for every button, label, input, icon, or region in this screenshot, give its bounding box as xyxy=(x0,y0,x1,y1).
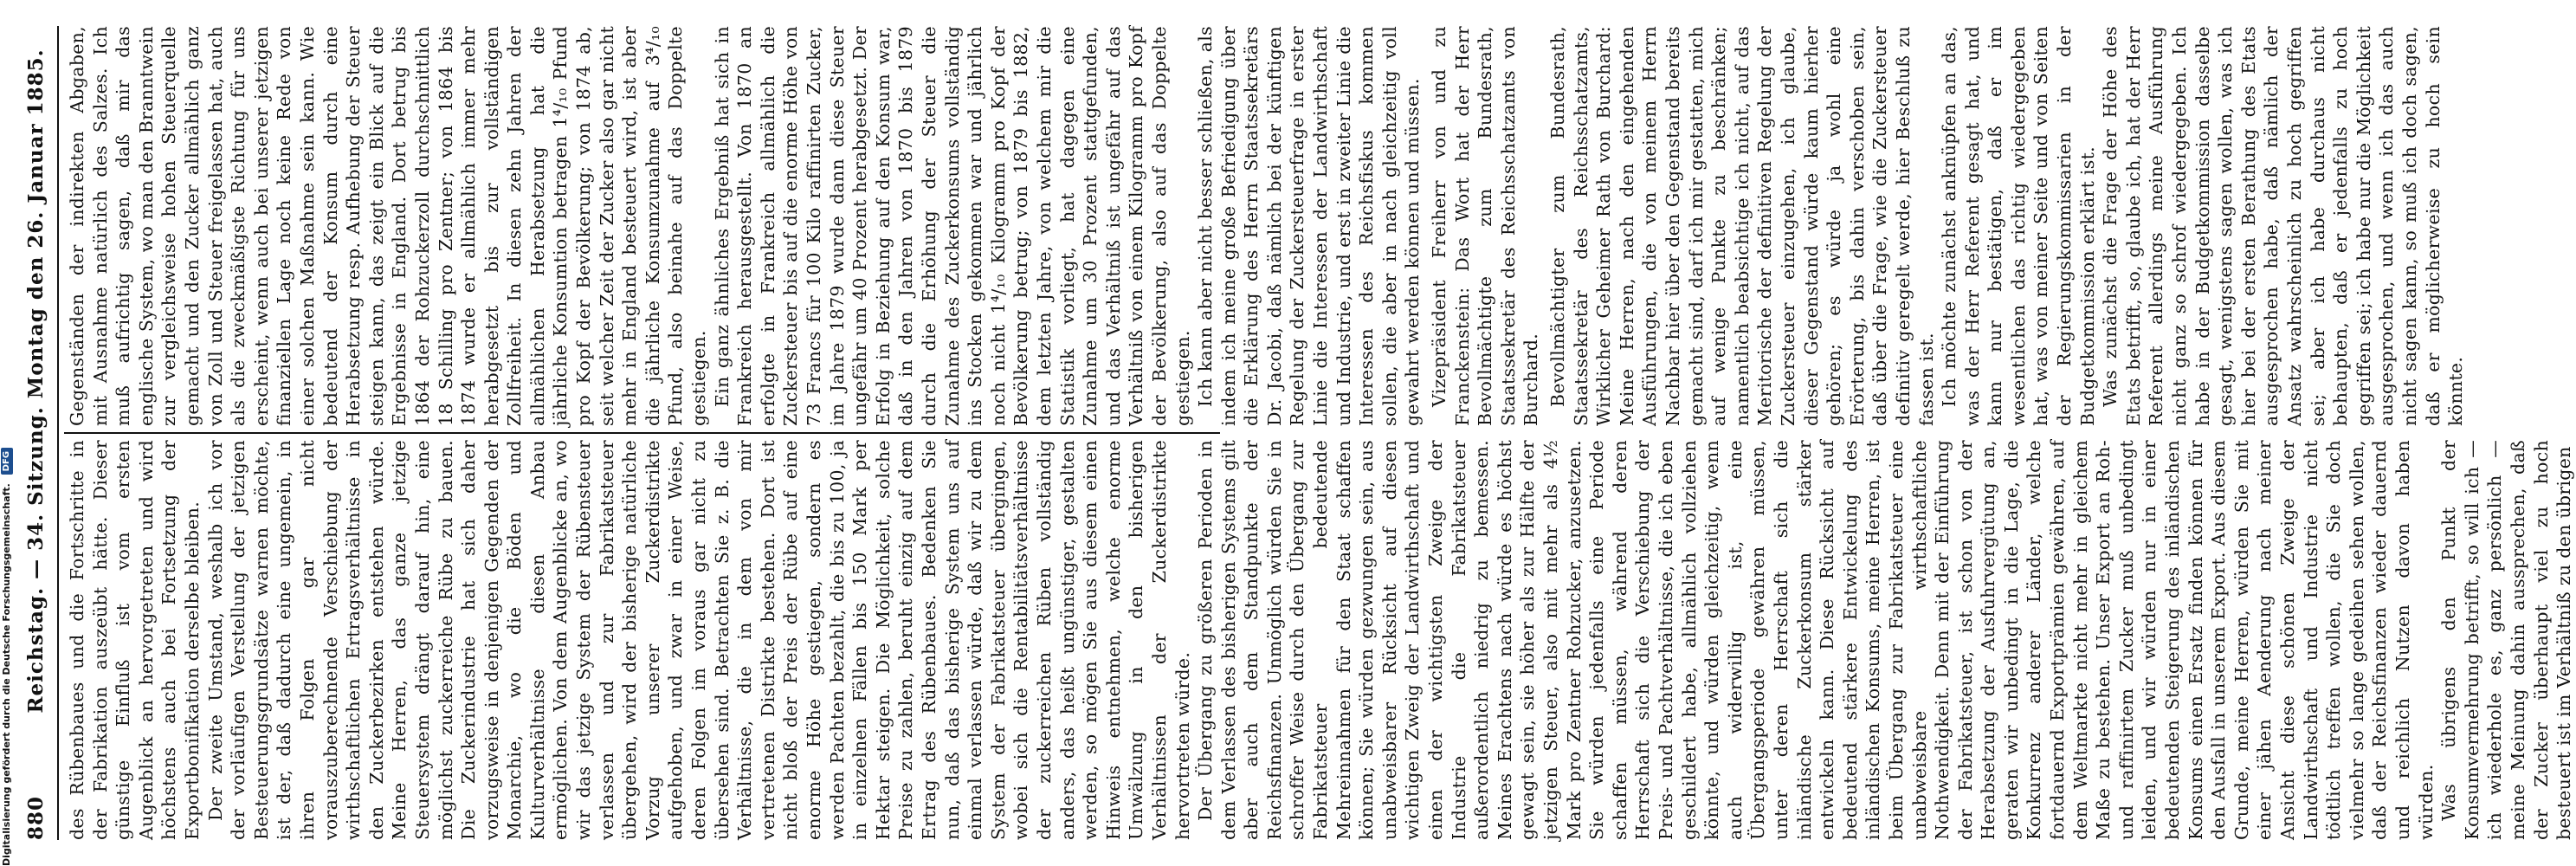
text-column-right xyxy=(66,26,2467,426)
page-number: 880 xyxy=(24,795,48,840)
header-rule xyxy=(57,26,59,840)
paragraph: Was zunächst die Frage der Höhe des Etats betrifft, so, glaube ich, hat der Herr Referent allerdings meine Ausführung nicht ganz so schrof wiedergegeben. Ich habe in der Budgetkommission dasselbe gesagt, wenigstens sagen wollen, was ich hier bei der ersten Berathung des Etats ausgesprochen habe, daß nämlich der Ansatz wahrscheinlich zu hoch gegriffen sei; aber ich habe durchaus nicht behaupten, daß er jedenfalls zu hoch gegriffen sei; ich habe nur die Möglichkeit ausgesprochen, und wenn ich das auch nicht sagen kann, so muß ich doch sagen, daß er möglicherweise zu hoch sein könnte. xyxy=(2100,26,2467,426)
speaker-paragraph: Vizepräsident Freiherr von und zu Franckenstein: Das Wort hat der Herr Bevollmächtigte zum Bundesrath, Staatssekretär des Reichsschatzamts von Burchard. xyxy=(1429,26,1542,426)
dfg-logo-badge: DFG xyxy=(1,448,13,475)
paragraph: Gegenständen der indirekten Abgaben, mit Ausnahme natürlich des Salzes. Ich muß aufrichtig sagen, daß mir das englische System, wo man den Branntwein zur vergleichsweise hohen Steuerquelle gemacht und den Zucker allmählich ganz von Zoll und Steuer freigelassen hat, auch als die zweckmäßigste Richtung für uns erscheint, wenn auch bei unserer jetzigen finanziellen Lage noch keine Rede von einer solchen Maßnahme sein kann. Wie bedeutend der Konsum durch eine Herabsetzung resp. Aufhebung der Steuer steigen kann, das zeigt ein Blick auf die Ergebnisse in England. Dort betrug bis 1864 der Rohzuckerzoll durchschnittlich 18 Schilling pro Zentner; von 1864 bis 1874 wurde er allmählich immer mehr herabgesetzt bis zur vollständigen Zollfreiheit. In diesen zehn Jahren der allmählichen Herabsetzung hat die jährliche Konsumtion betragen 1⁴/₁₀ Pfund pro Kopf der Bevölkerung; von 1874 ab, seit welcher Zeit der Zucker also gar nicht mehr in England besteuert wird, ist aber die jährliche Konsumzunahme auf 3⁴/₁₀ Pfund, also beinahe auf das Doppelte gestiegen. xyxy=(67,26,710,426)
paragraph: Ein ganz ähnliches Ergebniß hat sich in Frankreich herausgestellt. Von 1870 an erfolgte in Frankreich allmählich die Zuckersteuer bis auf die enorme Höhe von 73 Francs für 100 Kilo raffinirten Zucker, im Jahre 1879 wurde dann diese Steuer ungefähr um 40 Prozent herabgesetzt. Der Erfolg in Beziehung auf den Konsum war, daß in den Jahren von 1870 bis 1879 durch die Erhöhung der Steuer die Zunahme des Zuckerkonsums vollständig ins Stocken gekommen war und jährlich noch nicht 1⁴/₁₀ Kilogramm pro Kopf der Bevölkerung betrug; von 1879 bis 1882, dem letzten Jahre, von welchem mir die Statistik vorliegt, hat dagegen eine Zunahme um 30 Prozent stattgefunden, und das Verhältniß ist ungefähr auf das Verhältniß von einem Kilogramm pro Kopf der Bevölkerung, also auf das Doppelte gestiegen. xyxy=(711,26,1193,426)
paragraph: des Rübenbaues und die Fortschritte in der Fabrikation auszeübt hätte. Dieser günstige Einfluß ist vom ersten Augenblick an hervorgetreten und wird höchstens auch bei Fortsetzung der Exportbonifikation derselbe bleiben. xyxy=(67,440,203,840)
document-page xyxy=(14,0,2575,866)
speaker-paragraph: Bevollmächtigter zum Bundesrath, Staatssekretär des Reichsschatzamts, Wirklicher Geheimer Rath von Burchard: Meine Herren, nach den eingehenden Ausführungen, die von meinem Herrn Nachbar hier über den Gegenstand bereits gemacht sind, darf ich mir gestatten, mich auf wenige Punkte zu beschränken; namentlich beabsichtige ich nicht, auf das Meritorische der definitiven Regelung der Zuckersteuer einzugehen, ich glaube, dieser Gegenstand würde kaum hierher gehören; es würde ja wohl eine Erörterung, bis dahin verschoben sein, daß über die Frage, wie die Zuckersteuer definitiv geregelt werde, hier Beschluß zu fassen ist. xyxy=(1547,26,1937,426)
running-title: Reichstag. — 34. Sitzung. Montag den 26. Januar 1885. xyxy=(24,48,48,714)
text-column-left xyxy=(66,440,2575,840)
paragraph: Ich möchte zunächst anknüpfen an das, was der Herr Referent gesagt hat, und kann nur bestätigen, daß er im wesentlichen das richtig wiedergegeben hat, was von meiner Seite und von Seiten der Regierungskommissarien in der Budgetkommission erklärt ist. xyxy=(1939,26,2098,426)
column-divider xyxy=(64,432,1220,434)
digitization-credit xyxy=(0,0,14,866)
page-header xyxy=(24,26,54,840)
paragraph: Der zweite Umstand, weshalb ich vor der vorläufigen Verstellung der jetzigen Besteuerungsgrundsätze warnen möchte, ist der, daß dadurch eine ungemein, in ihren Folgen gar nicht vorauszuberechnende Verschiebung der wirthschaftlichen Ertragsverhältnisse in den Zuckerbezirken entstehen würde. Meine Herren, das ganze jetzige Steuersystem drängt darauf hin, eine möglichst zuckerreiche Rübe zu bauen. Die Zuckerindustrie hat sich daher vorzugsweise in denjenigen Gegenden der Monarchie, wo die Böden und Kulturverhältnisse diesen Anbau ermöglichen. Von dem Augenblicke an, wo wir das jetzige System der Rübensteuer verlassen und zur Fabrikatsteuer übergehen, wird der bisherige natürliche Vorzug unserer Zuckerdistrikte aufgehoben, und zwar in einer Weise, deren Folgen im voraus gar nicht zu übersehen sind. Betrachten Sie z. B. die Verhältnisse, die in dem von mir vertretenen Distrikte bestehen. Dort ist nicht bloß der Preis der Rübe auf eine enorme Höhe gestiegen, sondern es werden Pachten bezahlt, die bis zu 100, ja in einzelnen Fällen bis 150 Mark per Hektar steigen. Die Möglichkeit, solche Preise zu zahlen, beruht einzig auf dem Ertrag des Rübenbaues. Bedenken Sie nun, daß das bisherige System uns auf einmal verlassen würde, daß wir zu dem System der Fabrikatsteuer übergingen, wobei sich die Rentabilitätsverhältnisse der zuckerreichen Rüben vollständig anders, das heißt ungünstiger, gestalten werden, so mögen Sie aus diesem einen Hinweis entnehmen, welche enorme Umwälzung in den bisherigen Verhältnissen der Zuckerdistrikte hervortreten würde. xyxy=(204,440,1193,840)
paragraph: Was übrigens den Punkt der Konsumvermehrung betrifft, so will ich — ich wiederhole es, ganz persönlich — meine Meinung dahin aussprechen, daß der Zucker überhaupt viel zu hoch besteuert ist im Verhältniß zu den übrigen xyxy=(2438,440,2575,840)
paragraph: Der Übergang zu größeren Perioden in dem Verlassen des bisherigen Systems gilt aber auch dem Standpunkte der Reichsfinanzen. Unmöglich würden Sie in schroffer Weise durch den Übergang zur Fabrikatsteuer bedeutende Mehreinnahmen für den Staat schaffen können; Sie würden gezwungen sein, aus unabweisbarer Rücksicht auf diesen wichtigen Zweig der Landwirthschaft und einen der wichtigsten Zweige der Industrie die Fabrikatsteuer außerordentlich niedrig zu bemessen. Meines Erachtens nach würde es höchst gewagt sein, sie höher als zur Hälfte der jetzigen Steuer, also mit mehr als 4½ Mark pro Zentner Rohzucker, anzusetzen. Sie würden jedenfalls eine Periode schaffen müssen, während deren Herrschaft sich die Verschiebung der Preis- und Pachtverhältnisse, die ich eben geschildert habe, allmählich vollziehen könnte, und würden gleichzeitig, wenn auch widerwillig ist, eine Übergangsperiode gewähren müssen, unter deren Herrschaft sich die inländische Zuckerkonsum stärker entwickeln kann. Diese Rücksicht auf bedeutend stärkere Entwickelung des inländischen Konsums, meine Herren, ist beim Übergang zur Fabrikatsteuer eine unabweisbare wirthschaftliche Nothwendigkeit. Denn mit der Einführung der Fabrikatsteuer, ist schon von der Herabsetzung der Ausfuhrvergütung an, geraten wir unbedingt in die Lage, die Konkurrenz anderer Länder, welche fortdauernd Exportprämien gewähren, auf dem Weltmarkte nicht mehr in gleichem Maße zu bestehen. Unser Export an Roh- und raffinirtem Zucker muß unbedingt leiden, und wir würden nur in einer bedeutenden Steigerung des inländischen Konsums einen Ersatz finden können für den Ausfall in unserem Export. Aus diesem Grunde, meine Herren, würden Sie mit einer jähen Aenderung nach meiner Ansicht diese schönen Zweige der Landwirthschaft und Industrie nicht tödtlich treffen wollen, die Sie doch vielmehr so lange gedeihen sehen wollen, daß der Reichsfinanzen wieder dauernd und reichlich Nutzen davon haben würden. xyxy=(1195,440,2437,840)
paragraph: Ich kann aber nicht besser schließen, als indem ich meine große Befriedigung über die Erklärung des Herrn Staatssekretärs Dr. Jacobi, daß nämlich bei der künftigen Regelung der Zuckersteuerfrage in erster Linie die Interessen der Landwirthschaft und Industrie, und erst in zweiter Linie die Interessen des Reichsfiskus kommen sollen, die aber in nach gleichzeitig voll gewahrt werden können und müssen. xyxy=(1195,26,1424,426)
digitization-credit-text: Digitalisierung gefördert durch die Deutsche Forschungsgemeinschaft. xyxy=(1,483,12,866)
